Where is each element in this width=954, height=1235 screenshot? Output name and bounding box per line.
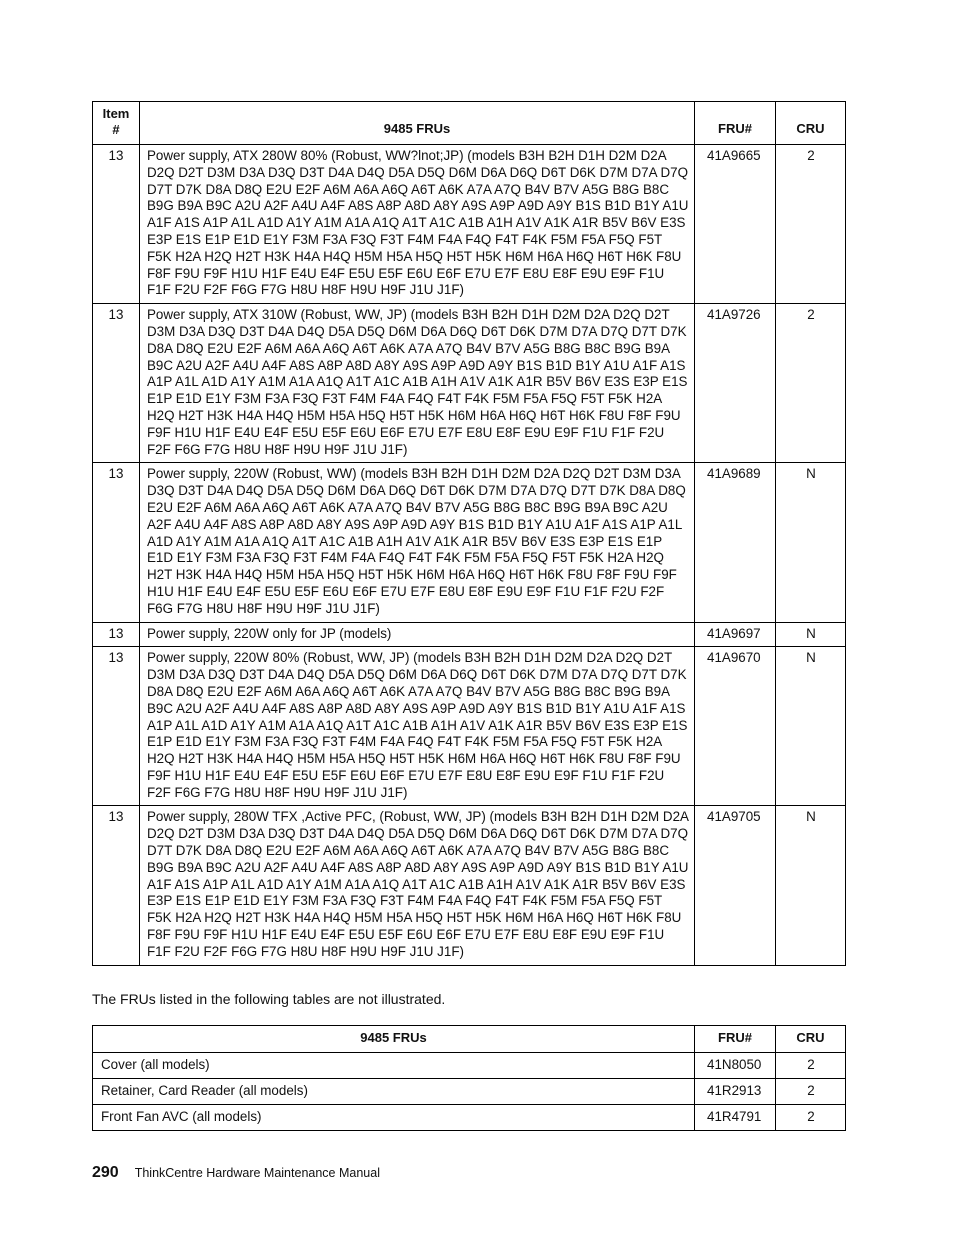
cru-value: 2 — [776, 1052, 846, 1078]
table-row — [93, 647, 846, 806]
manual-title: ThinkCentre Hardware Maintenance Manual — [134, 1166, 380, 1180]
item-number: 13 — [93, 806, 140, 965]
fru-number: 41A9697 — [695, 622, 776, 647]
fru-table-illustrated — [92, 101, 846, 966]
fru-description: Power supply, 220W (Robust, WW) (models B3H B2H D1H D2M D2A D2Q D2T D3M D3A D3Q D3T D4A D4Q D5A D5Q D6M D6A D6Q D6T D6K D7M D7A D7Q D7T D7K D8A D8Q E2U E2F A6M A6A A6Q A6T A6K A7A A7Q B4V B7V A5G B8G B8C B9G B9A B9C A2U A2F A4U A4F A8S A8P A8D A8Y A9S A9P A9D A9Y B1S B1D B1Y A1U A1F A1S A1P A1L A1D A1Y A1M A1A A1Q A1T A1C A1B A1H A1V A1K A1R B5V B6V E3S E3P E1S E1P E1D E1Y F3M F3A F3Q F3T F4M F4A F4Q F4T F4K F5M F5A F5Q F5T F5K H2A H2Q H2T H3K H4A H4Q H5M H5A H5Q H5T H5K H6M H6A H6Q H6T H6K F8U F8F F9U F9F H1U H1F E4U E4F E5U E5F E6U E6F E7U E7F E8U E8F E9U E9F F1U F1F F2U F2F F6G F7G H8U H8F H9U H9F J1U J1F) — [140, 463, 695, 622]
fru-description: Power supply, ATX 310W (Robust, WW, JP) (models B3H B2H D1H D2M D2A D2Q D2T D3M D3A D3Q D3T D4A D4Q D5A D5Q D6M D6A D6Q D6T D6K D7M D7A D7Q D7T D7K D8A D8Q E2U E2F A6M A6A A6Q A6T A6K A7A A7Q B4V B7V A5G B8G B8C B9G B9A B9C A2U A2F A4U A4F A8S A8P A8D A8Y A9S A9P A9D A9Y B1S B1D B1Y A1U A1F A1S A1P A1L A1D A1Y A1M A1A A1Q A1T A1C A1B A1H A1V A1K A1R B5V B6V E3S E3P E1S E1P E1D E1Y F3M F3A F3Q F3T F4M F4A F4Q F4T F4K F5M F5A F5Q F5T F5K H2A H2Q H2T H3K H4A H4Q H5M H5A H5Q H5T H5K H6M H6A H6Q H6T H6K F8U F8F F9U F9F H1U H1F E4U E4F E5U E5F E6U E6F E7U E7F E8U E8F E9U E9F F1U F1F F2U F2F F6G F7G H8U H8F H9U H9F J1U J1F) — [140, 304, 695, 463]
fru-number: 41A9705 — [695, 806, 776, 965]
table-row — [93, 463, 846, 622]
table-row — [93, 145, 846, 304]
page-footer — [92, 1164, 380, 1182]
item-number: 13 — [93, 463, 140, 622]
fru-number: 41A9670 — [695, 647, 776, 806]
cru-value: 2 — [776, 1104, 846, 1130]
fru-description: Power supply, 220W 80% (Robust, WW, JP) (models B3H B2H D1H D2M D2A D2Q D2T D3M D3A D3Q D3T D4A D4Q D5A D5Q D6M D6A D6Q D6T D6K D7M D7A D7Q D7T D7K D8A D8Q E2U E2F A6M A6A A6Q A6T A6K A7A A7Q B4V B7V A5G B8G B8C B9G B9A B9C A2U A2F A4U A4F A8S A8P A8D A8Y A9S A9P A9D A9Y B1S B1D B1Y A1U A1F A1S A1P A1L A1D A1Y A1M A1A A1Q A1T A1C A1B A1H A1V A1K A1R B5V B6V E3S E3P E1S E1P E1D E1Y F3M F3A F3Q F3T F4M F4A F4Q F4T F4K F5M F5A F5Q F5T F5K H2A H2Q H2T H3K H4A H4Q H5M H5A H5Q H5T H5K H6M H6A H6Q H6T H6K F8U F8F F9U F9F H1U H1F E4U E4F E5U E5F E6U E6F E7U E7F E8U E8F E9U E9F F1U F1F F2U F2F F6G F7G H8U H8F H9U H9F J1U J1F) — [140, 647, 695, 806]
table-row — [93, 1104, 846, 1130]
not-illustrated-note: The FRUs listed in the following tables are not illustrated. — [92, 991, 446, 1007]
fru-description: Power supply, 280W TFX ,Active PFC, (Robust, WW, JP) (models B3H B2H D1H D2M D2A D2Q D2T D3M D3A D3Q D3T D4A D4Q D5A D5Q D6M D6A D6Q D6T D6K D7M D7A D7Q D7T D7K D8A D8Q E2U E2F A6M A6A A6Q A6T A6K A7A A7Q B4V B7V A5G B8G B8C B9G B9A B9C A2U A2F A4U A4F A8S A8P A8D A8Y A9S A9P A9D A9Y B1S B1D B1Y A1U A1F A1S A1P A1L A1D A1Y A1M A1A A1Q A1T A1C A1B A1H A1V A1K A1R B5V B6V E3S E3P E1S E1P E1D E1Y F3M F3A F3Q F3T F4M F4A F4Q F4T F4K F5M F5A F5Q F5T F5K H2A H2Q H2T H3K H4A H4Q H5M H5A H5Q H5T H5K H6M H6A H6Q H6T H6K F8U F8F F9U F9F H1U H1F E4U E4F E5U E5F E6U E6F E7U E7F E8U E8F E9U E9F F1U F1F F2U F2F F6G F7G H8U H8F H9U H9F J1U J1F) — [140, 806, 695, 965]
table-row — [93, 304, 846, 463]
page-number: 290 — [92, 1164, 119, 1181]
table-row — [93, 622, 846, 647]
fru-number: 41N8050 — [695, 1052, 776, 1078]
item-number: 13 — [93, 622, 140, 647]
fru-description: Retainer, Card Reader (all models) — [93, 1078, 695, 1104]
header-fru-number: FRU# — [695, 1026, 776, 1053]
fru-description: Power supply, ATX 280W 80% (Robust, WW?lnot;JP) (models B3H B2H D1H D2M D2A D2Q D2T D3M D3A D3Q D3T D4A D4Q D5A D5Q D6M D6A D6Q D6T D6K D7M D7A D7Q D7T D7K D8A D8Q E2U E2F A6M A6A A6Q A6T A6K A7A A7Q B4V B7V A5G B8G B8C B9G B9A B9C A2U A2F A4U A4F A8S A8P A8D A8Y A9S A9P A9D A9Y B1S B1D B1Y A1U A1F A1S A1P A1L A1D A1Y A1M A1A A1Q A1T A1C A1B A1H A1V A1K A1R B5V B6V E3S E3P E1S E1P E1D E1Y F3M F3A F3Q F3T F4M F4A F4Q F4T F4K F5M F5A F5Q F5T F5K H2A H2Q H2T H3K H4A H4Q H5M H5A H5Q H5T H5K H6M H6A H6Q H6T H6K F8U F8F F9U F9F H1U H1F E4U E4F E5U E5F E6U E6F E7U E7F E8U E8F E9U E9F F1U F1F F2U F2F F6G F7G H8U H8F H9U H9F J1U J1F) — [140, 145, 695, 304]
header-fru-number: FRU# — [695, 102, 776, 145]
fru-description: Cover (all models) — [93, 1052, 695, 1078]
cru-value: 2 — [776, 1078, 846, 1104]
cru-value: 2 — [776, 145, 846, 304]
fru-description: Power supply, 220W only for JP (models) — [140, 622, 695, 647]
header-cru: CRU — [776, 1026, 846, 1053]
fru-number: 41R4791 — [695, 1104, 776, 1130]
header-item-number — [93, 102, 140, 145]
fru-number: 41R2913 — [695, 1078, 776, 1104]
header-frus: 9485 FRUs — [140, 102, 695, 145]
cru-value: N — [776, 647, 846, 806]
table-row — [93, 1052, 846, 1078]
cru-value: N — [776, 463, 846, 622]
fru-number: 41A9665 — [695, 145, 776, 304]
item-number: 13 — [93, 145, 140, 304]
table-row — [93, 806, 846, 965]
table-row — [93, 1078, 846, 1104]
header-item-label: Item # — [102, 106, 130, 137]
table-header-row — [93, 102, 846, 145]
cru-value: 2 — [776, 304, 846, 463]
header-frus: 9485 FRUs — [93, 1026, 695, 1053]
header-cru: CRU — [776, 102, 846, 145]
item-number: 13 — [93, 647, 140, 806]
table-header-row — [93, 1026, 846, 1053]
fru-table-not-illustrated — [92, 1025, 846, 1131]
fru-description: Front Fan AVC (all models) — [93, 1104, 695, 1130]
cru-value: N — [776, 622, 846, 647]
fru-number: 41A9689 — [695, 463, 776, 622]
item-number: 13 — [93, 304, 140, 463]
cru-value: N — [776, 806, 846, 965]
fru-number: 41A9726 — [695, 304, 776, 463]
